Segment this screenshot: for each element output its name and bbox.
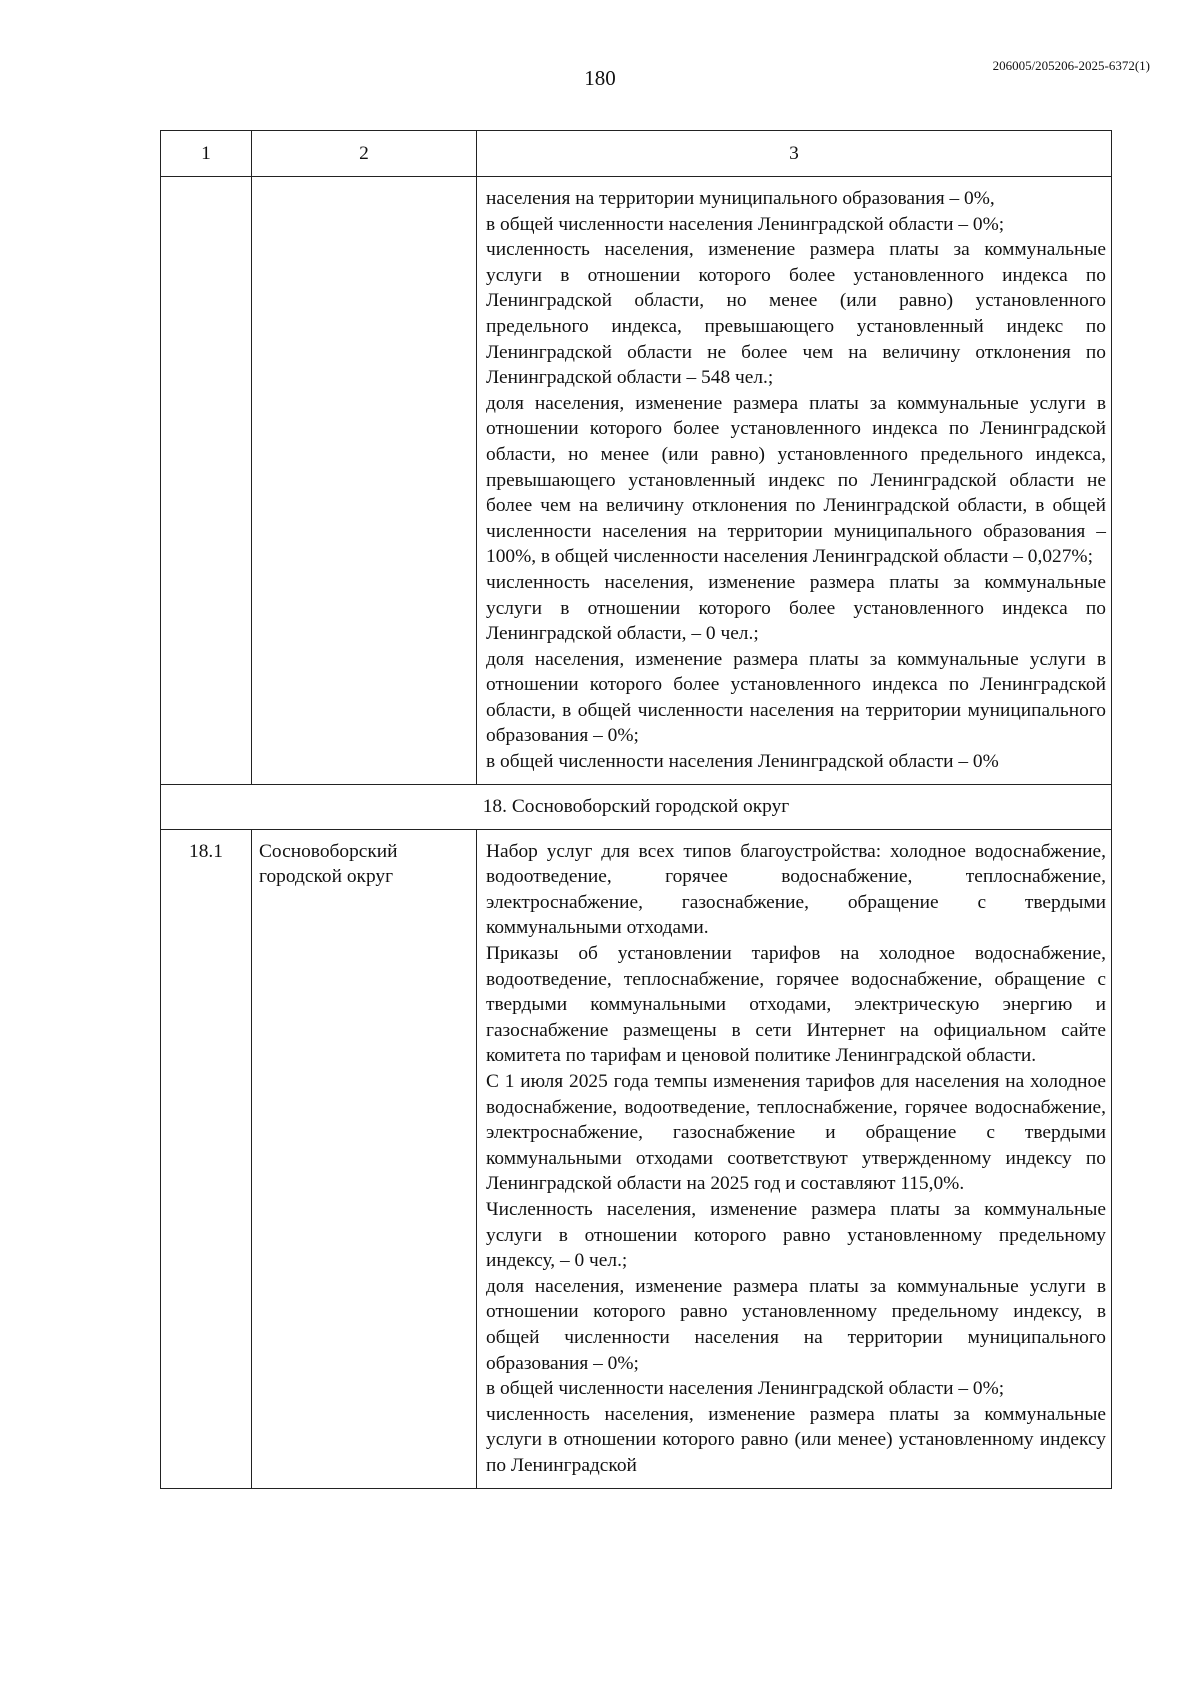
description-paragraph: Приказы об установлении тарифов на холодное водоснабжение, водоотведение, теплоснабжение, горячее водоснабжение, обращение с твердыми коммунальными отходами, электрическую энергию и газоснабжение размещены в сети Интернет на официальном сайте комитета по тарифам и ценовой политике Ленинградской области.	[486, 943, 1106, 1067]
tariff-table	[160, 130, 1112, 1489]
description-paragraph: доля населения, изменение размера платы за коммунальные услуги в отношении которого более установленного индекса по Ленинградской области, но менее (или равно) установленного предельного индекса, превышающего установленный индекс по Ленинградской области не более чем на величину отклонения по Ленинградской области, в общей численности населения на территории муниципального образования – 100%, в общей численности населения Ленинградской области – 0,027%;	[486, 392, 1106, 568]
continued-number-cell	[161, 177, 252, 785]
description-paragraph: в общей численности населения Ленинградской области – 0%;	[486, 213, 1005, 235]
column-header-1: 1	[161, 131, 252, 177]
description-paragraph: Набор услуг для всех типов благоустройства: холодное водоснабжение, водоотведение, горячее водоснабжение, теплоснабжение, электроснабжение, газоснабжение, обращение с твердыми коммунальными отходами.	[486, 840, 1106, 939]
row-number-cell: 18.1	[161, 829, 252, 1488]
table-row-18-1	[161, 829, 1112, 1488]
section-heading-row	[161, 784, 1112, 829]
page-number: 180	[584, 66, 616, 90]
description-paragraph: доля населения, изменение размера платы за коммунальные услуги в отношении которого более установленного индекса по Ленинградской области, в общей численности населения на территории муниципального образования – 0%;	[486, 648, 1106, 747]
section-title: 18. Сосновоборский городской округ	[161, 784, 1112, 829]
description-paragraph: в общей численности населения Ленинградской области – 0%;	[486, 1378, 1005, 1400]
description-paragraph: Численность населения, изменение размера платы за коммунальные услуги в отношении которого равно установленному предельному индексу, – 0 чел.;	[486, 1198, 1106, 1272]
description-paragraph: доля населения, изменение размера платы за коммунальные услуги в отношении которого равно установленному предельному индексу, в общей численности населения на территории муниципального образования – 0%;	[486, 1275, 1106, 1374]
table-row-continued	[161, 177, 1112, 785]
description-paragraph: населения на территории муниципального образования – 0%,	[486, 188, 995, 209]
row-name-cell: Сосновоборский городской округ	[252, 829, 477, 1488]
table-header-row	[161, 131, 1112, 177]
column-header-2: 2	[252, 131, 477, 177]
description-paragraph: численность населения, изменение размера платы за коммунальные услуги в отношении которого равно (или менее) установленному индексу по Ленинградской	[486, 1403, 1106, 1476]
continued-description-cell	[477, 177, 1112, 785]
column-header-3: 3	[477, 131, 1112, 177]
description-paragraph: численность населения, изменение размера платы за коммунальные услуги в отношении которого более установленного индекса по Ленинградской области, – 0 чел.;	[486, 571, 1106, 645]
continued-name-cell	[252, 177, 477, 785]
document-id: 206005/205206-2025-6372(1)	[992, 58, 1150, 73]
row-description-cell	[477, 829, 1112, 1488]
description-paragraph: С 1 июля 2025 года темпы изменения тарифов для населения на холодное водоснабжение, водоотведение, теплоснабжение, горячее водоснабжение, электроснабжение, газоснабжение и обращение с твердыми коммунальными отходами соответствуют утвержденному индексу по Ленинградской области на 2025 год и составляют 115,0%.	[486, 1071, 1106, 1195]
description-paragraph: численность населения, изменение размера платы за коммунальные услуги в отношении которого более установленного индекса по Ленинградской области, но менее (или равно) установленного предельного индекса, превышающего установленный индекс по Ленинградской области не более чем на величину отклонения по Ленинградской области – 548 чел.;	[486, 239, 1106, 389]
description-paragraph: в общей численности населения Ленинградской области – 0%	[486, 751, 999, 773]
